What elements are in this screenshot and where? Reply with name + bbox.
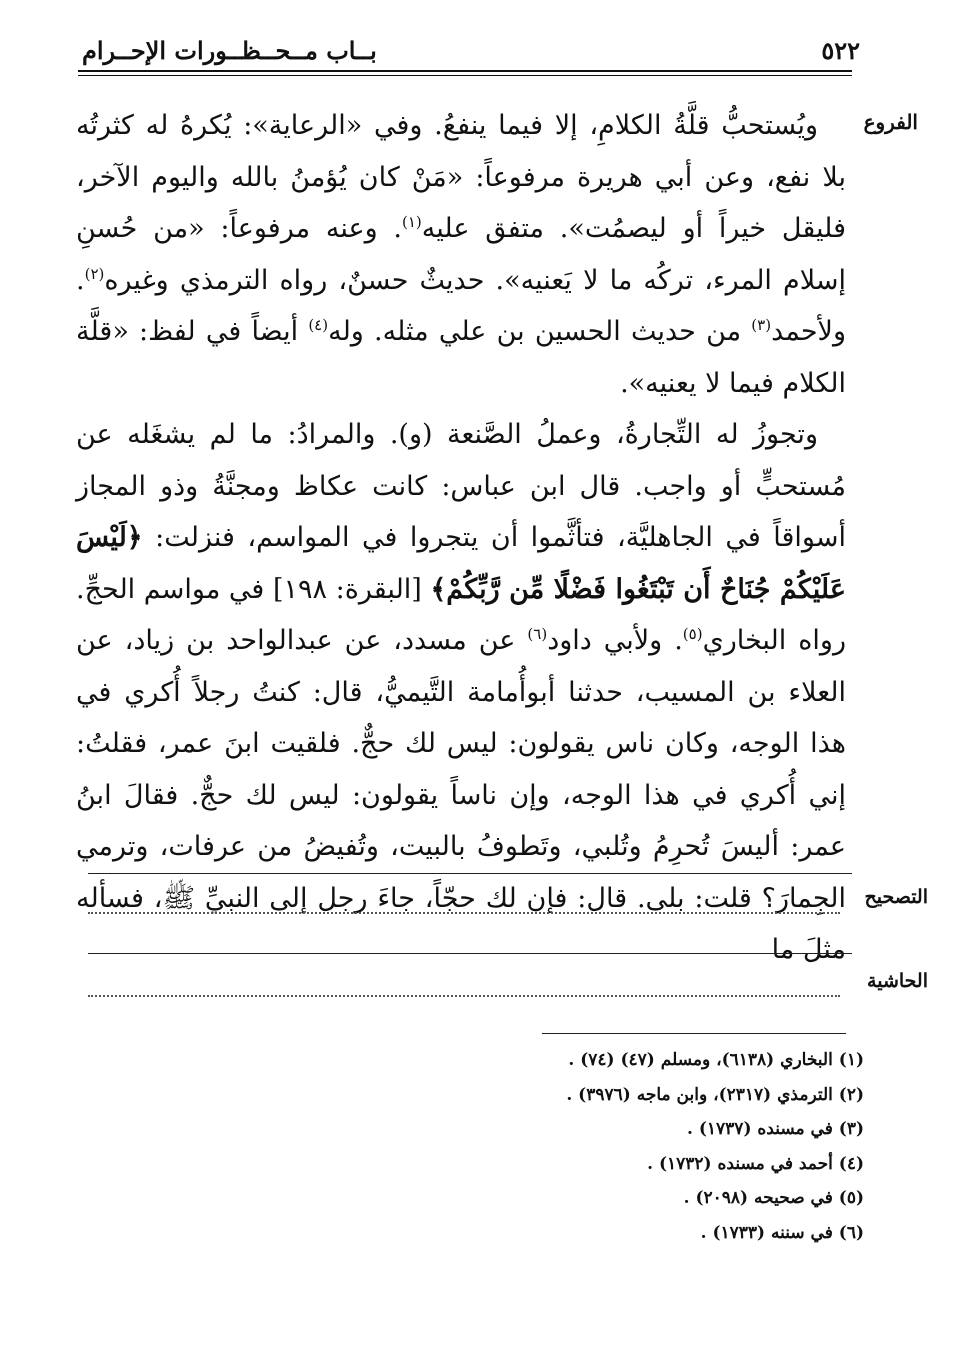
header-rule — [78, 70, 852, 72]
margin-dotted-line[interactable] — [88, 995, 840, 997]
footnote-ref[interactable]: (٣) — [751, 316, 772, 334]
margin-label: الحاشية — [867, 970, 928, 992]
text-run: . ولأحمد — [76, 264, 846, 347]
text-run: أيضاً في لفظ: «قلَّة الكلام فيما لا يعنيه». — [76, 316, 846, 399]
paragraph-1 — [76, 100, 846, 409]
footnote-5: (٥) في صحيحه (٢٠٩٨) . — [683, 1188, 864, 1208]
footnote-6: (٦) في سننه (١٧٣٣) . — [700, 1222, 864, 1243]
chapter-title: بــاب مــحــظــورات الإحــرام — [82, 36, 377, 65]
footnote-4: (٤) أحمد في مسنده (١٧٣٢) . — [647, 1153, 864, 1174]
main-text — [76, 100, 846, 976]
correction-dotted-line[interactable] — [88, 912, 840, 914]
footnotes — [364, 1043, 864, 1250]
footnote-ref[interactable]: (١) — [401, 213, 422, 231]
footnote-ref[interactable]: (٢) — [84, 264, 105, 283]
footnote-ref[interactable]: (٥) — [682, 625, 703, 643]
footnote-rule — [542, 1033, 846, 1034]
section-tag: الفروع — [863, 110, 918, 134]
text-run: . وعنه مرفوعاً: «من حُسنِ إسلام المرء، تركُه ما لا يَعنيه». حديثٌ حسنٌ، رواه الترمذي وغيره — [76, 213, 846, 296]
footnote-1: (١) البخاري (٦١٣٨)، ومسلم (٤٧) (٧٤) . — [568, 1050, 864, 1070]
margin-top-rule — [88, 953, 852, 954]
quran-verse: ﴿لَيْسَ عَلَيْكُمْ جُنَاحٌ أَن تَبْتَغُوا فَضْلًا مِّن رَّبِّكُمْ﴾ — [76, 522, 846, 605]
footnote-ref[interactable]: (٤) — [308, 316, 329, 334]
text-run: عن مسدد، عن عبدالواحد بن زياد، عن العلاء بن المسيب، حدثنا أبوأُمامة التَّيميُّ، قال: كنتُ رجلاً أُكري في هذا الوجه، وكان ناس يقولون: ليس لك حجٌّ. فلقيت ابنَ عمر، فقلتُ: إني أُكري في هذا الوجه، وإن ناساً يقولون: ليس لك حجٌّ. فقالَ ابنُ عمر: أليسَ تُحرِمُ وتُلبي، وتَطوفُ بالبيت، وتُفيضُ من عرفات، وترمي الجِمارَ؟ قلت: بلى. قال: فإن لك حجّاً، جاءَ رجل إلى النبيِّ ﷺ، فسأله مثلَ ما — [76, 625, 846, 965]
footnote-ref[interactable]: (٦) — [527, 625, 548, 643]
footnote-3: (٣) في مسنده (١٧٣٧) . — [687, 1119, 864, 1139]
paragraph-2 — [76, 409, 846, 976]
text-run: وتجوزُ له التِّجارةُ، وعملُ الصَّنعة (و). والمرادُ: ما لم يشغَله عن مُستحبٍّ أو واجب. قال ابن عباس: كانت عكاظ ومجنَّةُ وذو المجاز أسواقاً في الجاهليَّة، فتأثَّموا أن يتجروا في المواسم، فنزلت: — [76, 419, 846, 553]
header-rule-thin — [78, 75, 852, 76]
text-run: [البقرة: ١٩٨] في مواسم الحجِّ. رواه البخاري — [76, 573, 846, 656]
correction-label: التصحيح — [864, 886, 928, 908]
text-run: . ولأبي داود — [547, 625, 683, 656]
correction-top-rule — [88, 873, 852, 874]
footnote-2: (٢) الترمذي (٢٣١٧)، وابن ماجه (٣٩٧٦) . — [566, 1084, 864, 1105]
text-run: من حديث الحسين بن علي مثله. وله — [328, 316, 752, 347]
text-run: ويُستحبُّ قلَّةُ الكلامِ، إلا فيما ينفعُ. وفي «الرعاية»: يُكرهُ له كثرتُه بلا نفع، وعن أبي هريرة مرفوعاً: «مَنْ كان يُؤمنُ بالله واليوم الآخر، فليقل خيراً أو ليصمُت». متفق عليه — [76, 110, 846, 244]
page-number: ٥٢٢ — [821, 36, 860, 65]
